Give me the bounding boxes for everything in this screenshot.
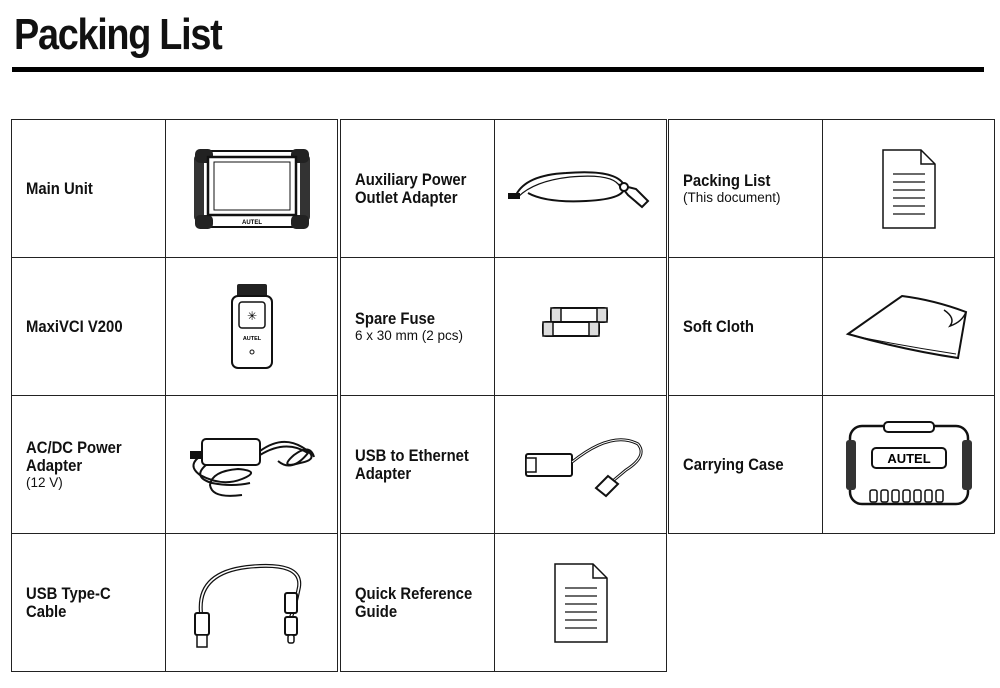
item-image-cell bbox=[166, 120, 338, 258]
table-row bbox=[669, 258, 995, 396]
item-image-cell bbox=[823, 396, 995, 534]
table-row bbox=[341, 258, 667, 396]
item-label-cell bbox=[341, 120, 495, 258]
item-image-cell bbox=[495, 120, 667, 258]
carrying-case-icon bbox=[844, 420, 974, 510]
document-icon bbox=[551, 562, 611, 644]
tablet-icon bbox=[192, 147, 312, 231]
item-name: Spare Fuse bbox=[355, 309, 436, 328]
item-image-cell bbox=[495, 396, 667, 534]
title-divider bbox=[12, 67, 984, 72]
case-logo: AUTEL bbox=[886, 450, 931, 466]
table-row bbox=[12, 396, 338, 534]
fuse-icon bbox=[541, 302, 621, 352]
item-name: MaxiVCI V200 bbox=[26, 317, 123, 336]
item-name: Auxiliary Power Outlet Adapter bbox=[355, 170, 467, 207]
item-image-cell bbox=[495, 258, 667, 396]
table-row bbox=[341, 396, 667, 534]
item-label-cell bbox=[669, 396, 823, 534]
item-label-cell bbox=[669, 120, 823, 258]
ethernet-adapter-icon bbox=[516, 430, 646, 500]
item-label-cell bbox=[669, 258, 823, 396]
packing-table-col-3 bbox=[668, 119, 995, 534]
car-charger-cable-icon bbox=[506, 159, 656, 219]
item-label-cell bbox=[341, 396, 495, 534]
item-label-cell bbox=[12, 120, 166, 258]
item-image-cell bbox=[823, 258, 995, 396]
item-label-cell bbox=[12, 396, 166, 534]
usb-cable-icon bbox=[187, 553, 317, 653]
table-row bbox=[12, 258, 338, 396]
table-row bbox=[12, 120, 338, 258]
vci-dongle-icon bbox=[227, 282, 277, 372]
vci-logo: AUTEL bbox=[242, 335, 261, 342]
item-name: Packing List bbox=[683, 171, 771, 190]
item-image-cell bbox=[166, 396, 338, 534]
item-image-cell bbox=[166, 534, 338, 672]
svg-text:✳: ✳ bbox=[246, 308, 257, 323]
unit-logo: AUTEL bbox=[241, 219, 262, 226]
document-icon bbox=[879, 148, 939, 230]
item-name: AC/DC Power Adapter bbox=[26, 438, 122, 475]
item-image-cell bbox=[495, 534, 667, 672]
item-note: (12 V) bbox=[26, 474, 63, 490]
item-name: Main Unit bbox=[26, 179, 93, 198]
table-row bbox=[341, 120, 667, 258]
packing-table-col-2 bbox=[340, 119, 667, 672]
table-row bbox=[341, 534, 667, 672]
table-row bbox=[669, 120, 995, 258]
item-name: Quick Reference Guide bbox=[355, 584, 473, 621]
item-note: (This document) bbox=[683, 189, 781, 205]
table-row bbox=[669, 396, 995, 534]
item-note: 6 x 30 mm (2 pcs) bbox=[355, 327, 464, 343]
item-label-cell bbox=[12, 258, 166, 396]
item-label-cell bbox=[341, 534, 495, 672]
item-name: USB to Ethernet Adapter bbox=[355, 446, 469, 483]
item-image-cell bbox=[823, 120, 995, 258]
item-label-cell bbox=[12, 534, 166, 672]
power-adapter-icon bbox=[182, 425, 322, 505]
cloth-icon bbox=[844, 292, 974, 362]
item-name: USB Type-C Cable bbox=[26, 584, 111, 621]
page-title: Packing List bbox=[14, 10, 222, 59]
item-image-cell bbox=[166, 258, 338, 396]
packing-table-col-1 bbox=[11, 119, 338, 672]
item-name: Soft Cloth bbox=[683, 317, 754, 336]
item-label-cell bbox=[341, 258, 495, 396]
table-row bbox=[12, 534, 338, 672]
item-name: Carrying Case bbox=[683, 455, 784, 474]
